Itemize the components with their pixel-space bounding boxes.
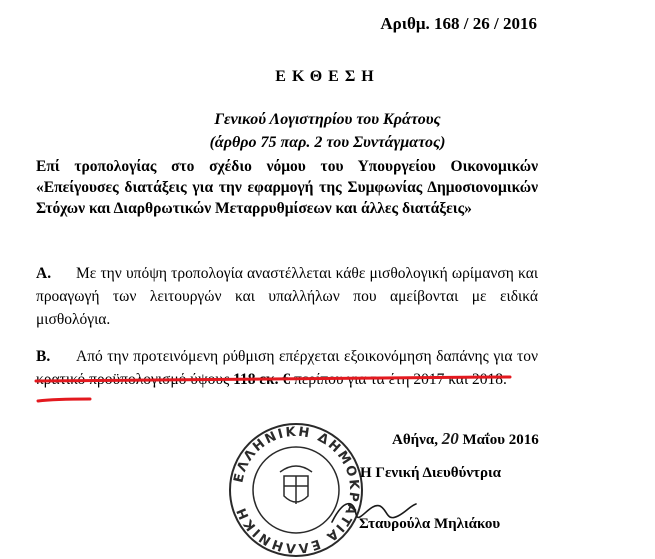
signer-role: Η Γενική Διευθύντρια — [360, 465, 502, 481]
issuer-line-1: Γενικού Λογιστηρίου του Κράτους — [214, 111, 441, 128]
reference-number: Αριθμ. 168 / 26 / 2016 — [380, 14, 537, 33]
place-date-prefix: Αθήνα, — [392, 432, 442, 448]
document-title: ΕΚΘΕΣΗ — [275, 68, 380, 85]
section-a — [36, 262, 538, 331]
issuer-block — [0, 108, 655, 154]
issuer-line-2: (άρθρο 75 παρ. 2 του Συντάγματος) — [209, 134, 446, 151]
subject-paragraph: Επί τροπολογίας στο σχέδιο νόμου του Υπουργείου Οικονομικών «Επείγουσες διατάξεις για την εφαρμογή της Συμφωνίας Δημοσιονομικών Στόχων και Διαρθρωτικών Μεταρρυθμίσεων και άλλες διατάξεις» — [36, 158, 538, 217]
red-underline-annotation — [34, 364, 514, 404]
savings-amount: 118 εκ. € — [233, 371, 291, 388]
seal-text: ΕΛΛΗΝΙΚΗ ΔΗΜΟΚΡΑΤΙΑ ΕΛΛΗΝΙΚΗ — [231, 424, 362, 556]
underline-stroke-2 — [38, 399, 90, 401]
section-a-label: Α. — [36, 265, 52, 282]
section-b-text-after: περίπου για τα έτη 2017 και 2018. — [290, 371, 507, 388]
signer-name: Σταυρούλα Μηλιάκου — [359, 516, 501, 532]
place-date-suffix: Μαΐου 2016 — [458, 432, 539, 448]
handwritten-day: 20 — [441, 429, 459, 448]
section-b-text-before: Από την προτεινόμενη ρύθμιση επέρχεται εξοικονόμηση δαπάνης για τον κρατικό προϋπολογισμό ύψους — [36, 348, 538, 388]
official-seal-stamp — [226, 420, 366, 559]
section-b-label: Β. — [36, 348, 51, 365]
underline-stroke-1 — [36, 377, 510, 381]
place-and-date — [392, 429, 539, 449]
seal-emblem — [280, 466, 312, 504]
section-a-text: Με την υπόψη τροπολογία αναστέλλεται κάθε μισθολογική ωρίμανση και προαγωγή των λειτουργών και υπαλλήλων που αμείβονται με ειδικά μισθολόγια. — [36, 265, 538, 328]
